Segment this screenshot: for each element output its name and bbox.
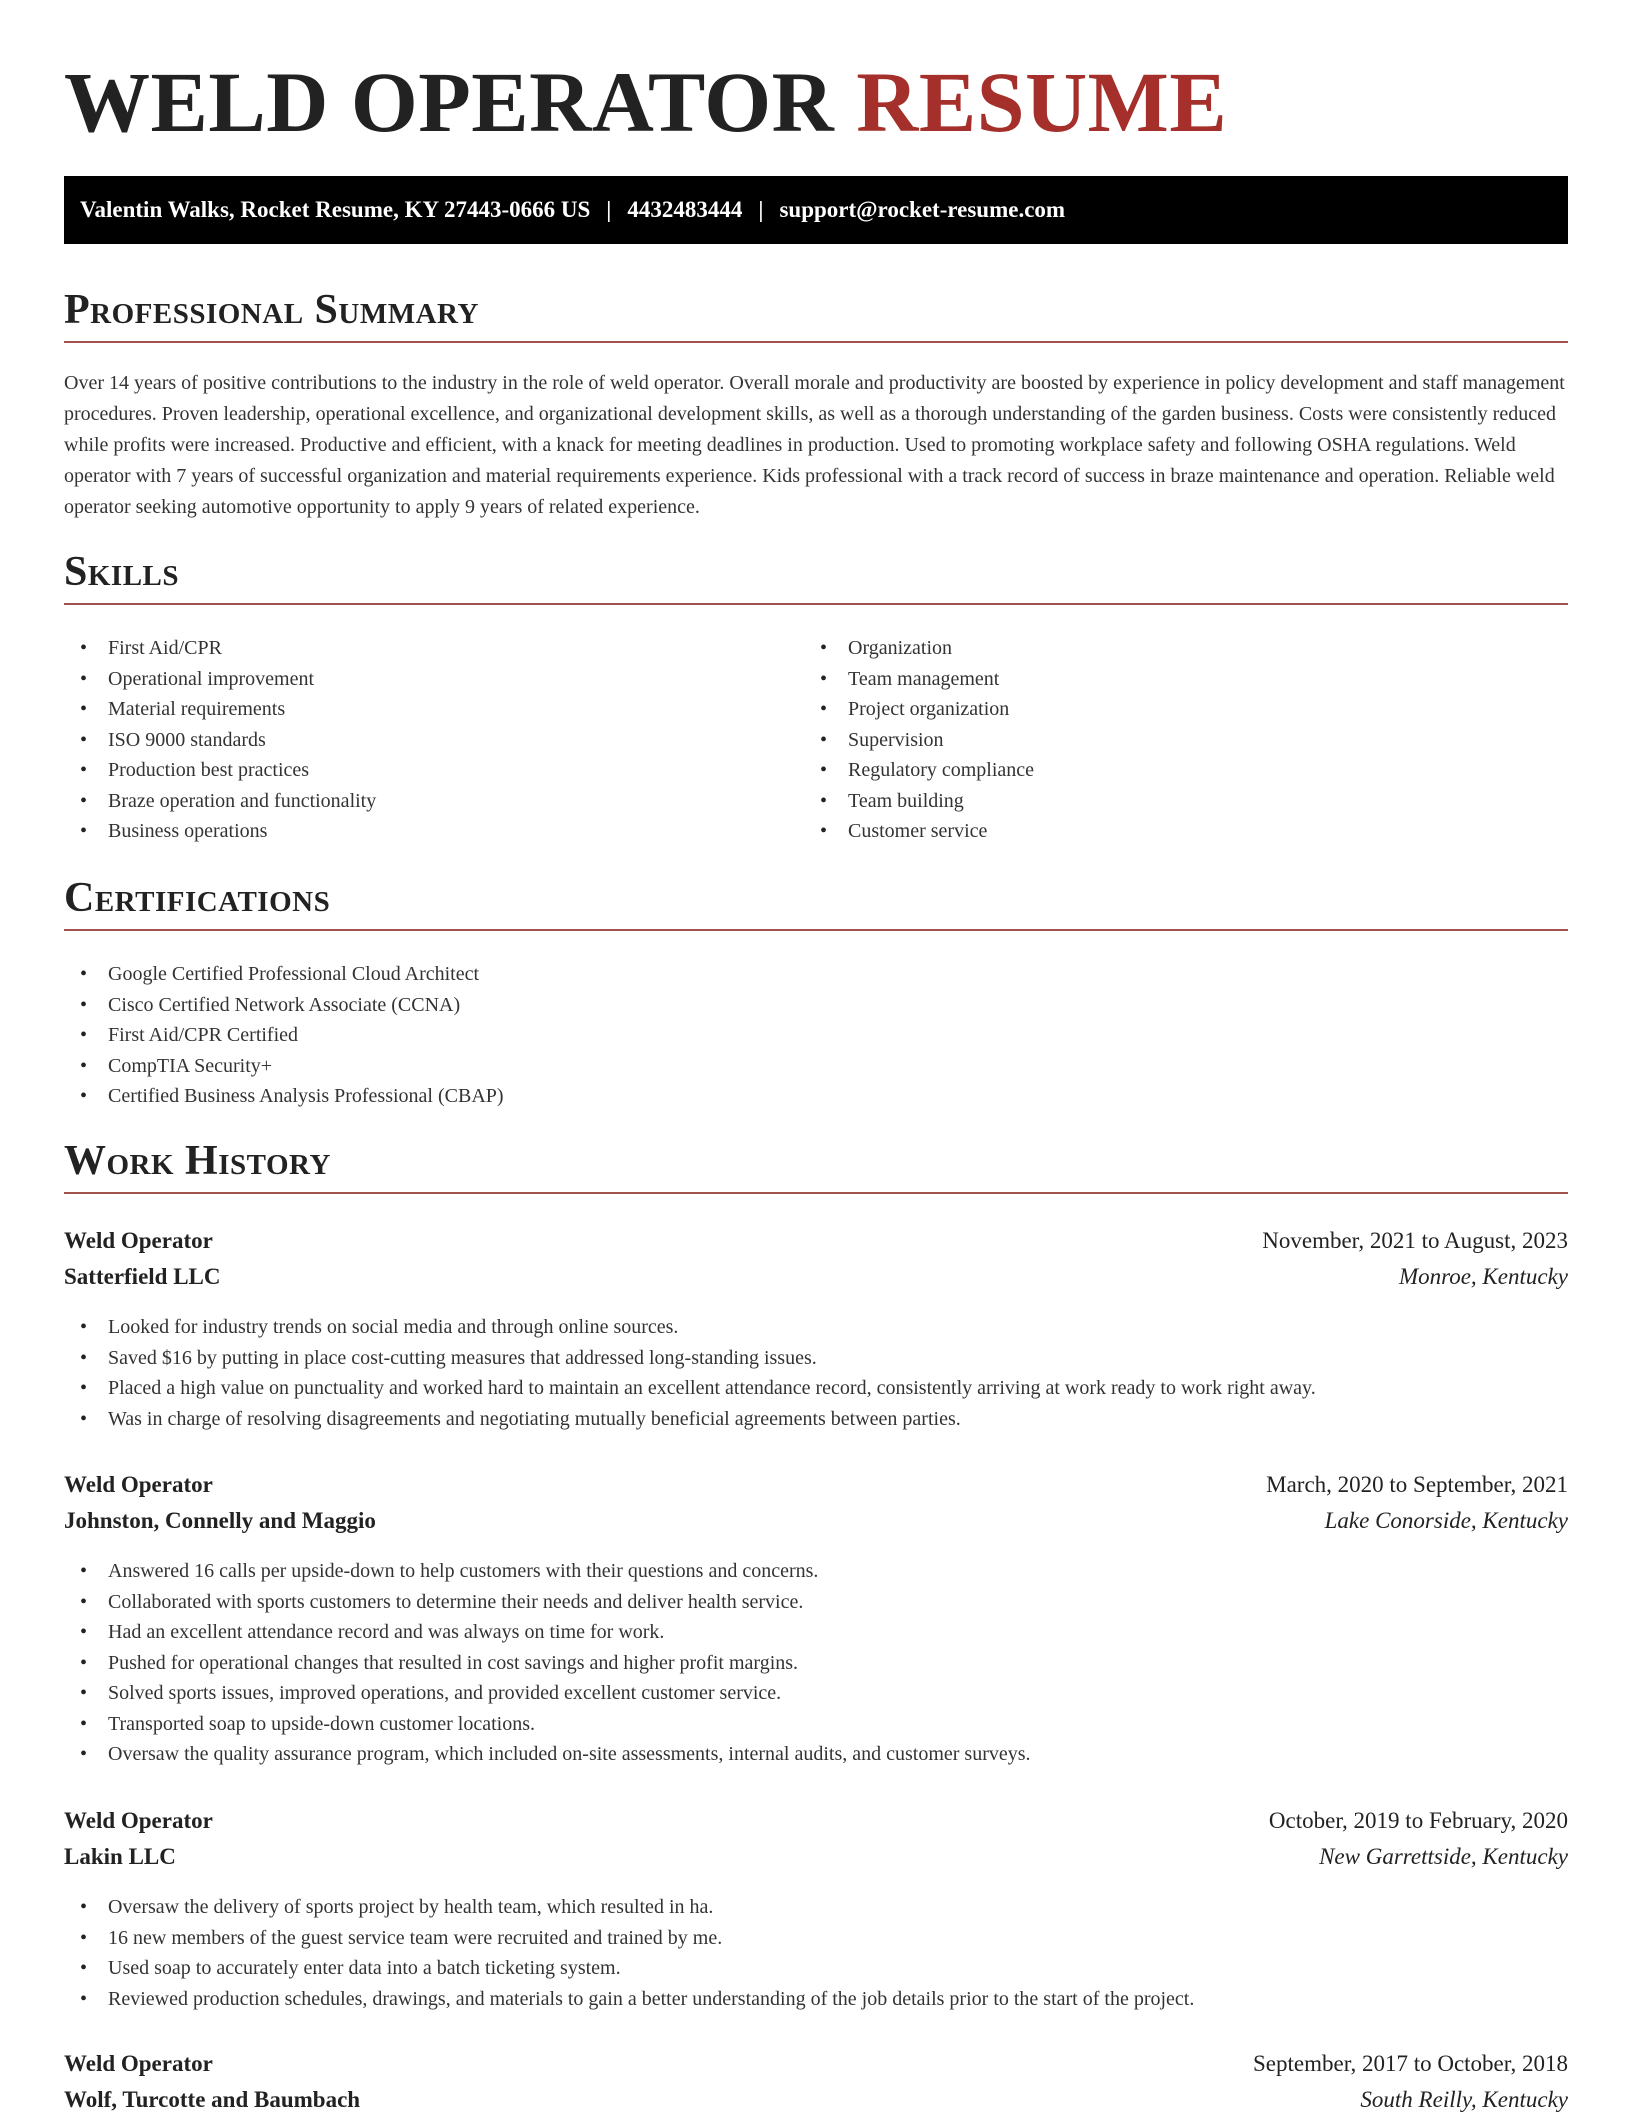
job-title: Weld Operator bbox=[64, 1472, 213, 1497]
work-history-heading: Work History bbox=[64, 1136, 1568, 1194]
job-bullet: • Was in charge of resolving disagreements and negotiating mutually beneficial agreements between parties. bbox=[64, 1404, 1316, 1435]
title-accent: RESUME bbox=[856, 54, 1228, 150]
certification-item: • First Aid/CPR Certified bbox=[64, 1020, 504, 1051]
certification-item: • Google Certified Professional Cloud Architect bbox=[64, 959, 504, 990]
job-location: New Garrettside, Kentucky bbox=[1319, 1844, 1568, 1869]
contact-email: support@rocket-resume.com bbox=[779, 197, 1066, 222]
skill-item: • ISO 9000 standards bbox=[64, 725, 376, 756]
skill-item: • First Aid/CPR bbox=[64, 633, 376, 664]
skill-item: • Business operations bbox=[64, 816, 376, 847]
skill-item: • Customer service bbox=[804, 816, 1034, 847]
certification-item: • Certified Business Analysis Professional (CBAP) bbox=[64, 1081, 504, 1112]
job-location: South Reilly, Kentucky bbox=[1360, 2087, 1568, 2112]
job-dates: November, 2021 to August, 2023 bbox=[1262, 1228, 1568, 1253]
skill-item: • Team management bbox=[804, 664, 1034, 695]
job-dates: March, 2020 to September, 2021 bbox=[1266, 1472, 1568, 1497]
job-title-row bbox=[64, 2046, 1568, 2082]
job-dates: September, 2017 to October, 2018 bbox=[1253, 2051, 1568, 2076]
skill-item: • Production best practices bbox=[64, 755, 376, 786]
resume-title bbox=[64, 52, 1227, 152]
skills-list-right bbox=[804, 633, 1034, 847]
certification-item: • Cisco Certified Network Associate (CCNA) bbox=[64, 990, 504, 1021]
job-bullet: • Had an excellent attendance record and was always on time for work. bbox=[64, 1617, 1031, 1648]
job-title-row bbox=[64, 1467, 1568, 1503]
contact-bar bbox=[64, 176, 1568, 244]
job-title: Weld Operator bbox=[64, 1228, 213, 1253]
skill-item: • Regulatory compliance bbox=[804, 755, 1034, 786]
job-bullet: • Oversaw the delivery of sports project by health team, which resulted in ha. bbox=[64, 1892, 1194, 1923]
certifications-list bbox=[64, 959, 504, 1112]
certification-item: • CompTIA Security+ bbox=[64, 1051, 504, 1082]
job-title: Weld Operator bbox=[64, 2051, 213, 2076]
job-company-row bbox=[64, 2082, 1568, 2112]
job-location: Lake Conorside, Kentucky bbox=[1324, 1508, 1568, 1533]
job-location: Monroe, Kentucky bbox=[1398, 1264, 1568, 1289]
certifications-heading: Certifications bbox=[64, 873, 1568, 931]
job-company: Wolf, Turcotte and Baumbach bbox=[64, 2087, 361, 2112]
contact-phone: 4432483444 bbox=[627, 197, 743, 222]
job-company: Satterfield LLC bbox=[64, 1264, 221, 1289]
skill-item: • Supervision bbox=[804, 725, 1034, 756]
contact-separator: | bbox=[758, 197, 764, 222]
skills-list-left bbox=[64, 633, 376, 847]
skills-heading: Skills bbox=[64, 547, 1568, 605]
job-bullet: • Answered 16 calls per upside-down to help customers with their questions and concerns. bbox=[64, 1556, 1031, 1587]
job-bullet: • 16 new members of the guest service team were recruited and trained by me. bbox=[64, 1923, 1194, 1954]
job-bullet: • Oversaw the quality assurance program, which included on-site assessments, internal audits, and customer surveys. bbox=[64, 1739, 1031, 1770]
job-bullet: • Pushed for operational changes that resulted in cost savings and higher profit margins. bbox=[64, 1648, 1031, 1679]
skill-item: • Braze operation and functionality bbox=[64, 786, 376, 817]
job-company: Lakin LLC bbox=[64, 1844, 176, 1869]
contact-separator: | bbox=[606, 197, 612, 222]
job-company-row bbox=[64, 1259, 1568, 1295]
skill-item: • Operational improvement bbox=[64, 664, 376, 695]
skill-item: • Project organization bbox=[804, 694, 1034, 725]
job-company-row bbox=[64, 1503, 1568, 1539]
job-title: Weld Operator bbox=[64, 1808, 213, 1833]
job-bullet: • Collaborated with sports customers to determine their needs and deliver health service. bbox=[64, 1587, 1031, 1618]
contact-address: Valentin Walks, Rocket Resume, KY 27443-0666 US bbox=[80, 197, 591, 222]
job-title-row bbox=[64, 1803, 1568, 1839]
job-company: Johnston, Connelly and Maggio bbox=[64, 1508, 376, 1533]
job-bullet: • Placed a high value on punctuality and worked hard to maintain an excellent attendance record, consistently arriving at work ready to work right away. bbox=[64, 1373, 1316, 1404]
summary-text: Over 14 years of positive contributions to the industry in the role of weld operator. Overall morale and productivity are boosted by experience in policy development and staff management procedures. Proven leadership, operational excellence, and organizational development skills, as well as a thorough understanding of the garden business. Costs were consistently reduced while profits were increased. Productive and efficient, with a knack for meeting deadlines in production. Used to promoting workplace safety and following OSHA regulations. Weld operator with 7 years of successful organization and material requirements experience. Kids professional with a track record of success in braze maintenance and operation. Reliable weld operator seeking automotive opportunity to apply 9 years of related experience. bbox=[64, 372, 1565, 518]
job-dates: October, 2019 to February, 2020 bbox=[1268, 1808, 1568, 1833]
job-company-row bbox=[64, 1839, 1568, 1875]
job-bullet: • Reviewed production schedules, drawings, and materials to gain a better understanding of the job details prior to the start of the project. bbox=[64, 1984, 1194, 2015]
job-bullet: • Used soap to accurately enter data into a batch ticketing system. bbox=[64, 1953, 1194, 1984]
job-bullet: • Looked for industry trends on social media and through online sources. bbox=[64, 1312, 1316, 1343]
job-title-row bbox=[64, 1223, 1568, 1259]
skill-item: • Team building bbox=[804, 786, 1034, 817]
job-bullet: • Saved $16 by putting in place cost-cutting measures that addressed long-standing issues. bbox=[64, 1343, 1316, 1374]
summary-heading: Professional Summary bbox=[64, 285, 1568, 343]
job-bullet: • Transported soap to upside-down customer locations. bbox=[64, 1709, 1031, 1740]
skill-item: • Material requirements bbox=[64, 694, 376, 725]
title-main: WELD OPERATOR bbox=[64, 54, 835, 150]
job-bullets bbox=[64, 1312, 1316, 1434]
job-bullets bbox=[64, 1556, 1031, 1770]
job-bullet: • Solved sports issues, improved operations, and provided excellent customer service. bbox=[64, 1678, 1031, 1709]
skill-item: • Organization bbox=[804, 633, 1034, 664]
job-bullets bbox=[64, 1892, 1194, 2014]
